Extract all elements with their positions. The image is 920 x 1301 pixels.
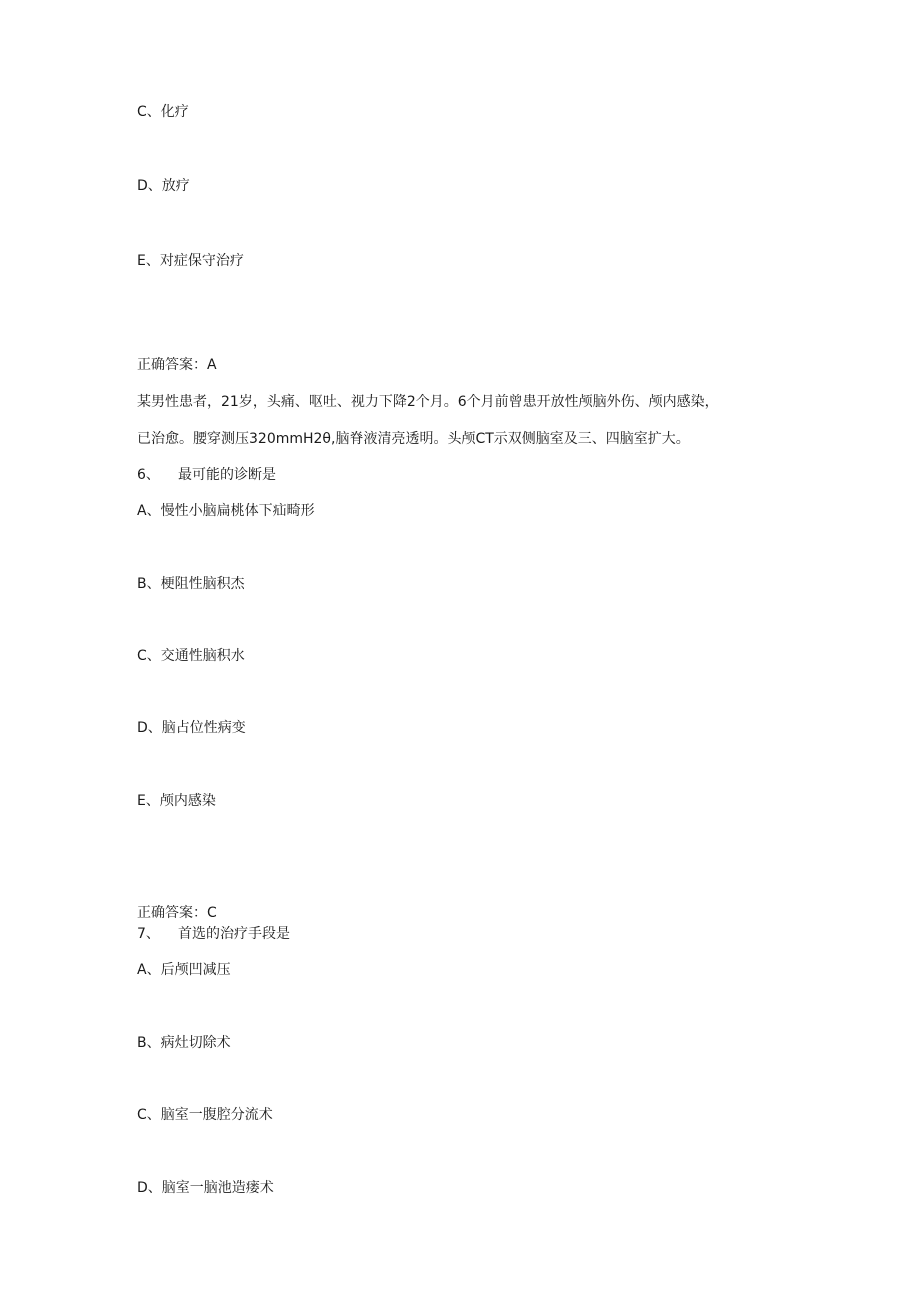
option-separator: 、 [146,648,161,664]
answer-q6: 正确答案：C [137,905,217,921]
question-6-stem [137,466,276,484]
option-e-prev [137,252,244,270]
option-letter: E [137,253,146,269]
q7-option-a [137,961,231,979]
option-letter: D [137,1180,148,1196]
q6-option-b [137,575,245,593]
question-7-stem [137,925,290,943]
case-text-line-2: 已治愈。腰穿测压320mmH2θ,脑脊液清亮透明。头颅CT示双侧脑室及三、四脑室扩大。 [137,431,690,447]
question-number: 7、 [137,926,160,942]
question-text: 首选的治疗手段是 [178,926,290,942]
q6-option-c [137,647,245,665]
option-letter: C [137,104,147,120]
option-letter: D [137,720,148,736]
option-separator: 、 [146,962,161,978]
case-text-line-1: 某男性患者，21岁，头痛、呕吐、视力下降2个月。6个月前曾患开放性颅脑外伤、颅内感染， [137,394,719,410]
option-separator: 、 [146,503,161,519]
option-separator: 、 [145,793,160,809]
option-separator: 、 [146,1107,161,1123]
option-separator: 、 [147,720,162,736]
option-letter: B [137,1035,147,1051]
option-c-prev [137,103,189,121]
q7-option-d [137,1179,274,1197]
option-text: 颅内感染 [159,793,216,809]
option-text: 脑室一脑池造瘘术 [161,1180,274,1196]
question-number: 6、 [137,467,160,483]
q7-option-b [137,1034,231,1052]
option-separator: 、 [146,104,161,120]
option-letter: C [137,1107,147,1123]
option-separator: 、 [146,1035,161,1051]
option-text: 脑占位性病变 [161,720,246,736]
option-text: 化疗 [160,104,189,120]
option-separator: 、 [147,178,162,194]
option-letter: A [137,962,147,978]
option-separator: 、 [145,253,160,269]
option-letter: C [137,648,147,664]
option-text: 交通性脑积水 [160,648,245,664]
option-letter: E [137,793,146,809]
option-text: 对症保守治疗 [159,253,244,269]
option-text: 慢性小脑扁桃体下疝畸形 [160,503,315,519]
option-separator: 、 [147,1180,162,1196]
option-d-prev [137,177,190,195]
option-text: 梗阻性脑积杰 [160,576,245,592]
option-separator: 、 [146,576,161,592]
option-letter: B [137,576,147,592]
option-letter: A [137,503,147,519]
q6-option-a [137,502,315,520]
option-text: 后颅凹减压 [160,962,231,978]
q6-option-e [137,792,216,810]
q7-option-c [137,1106,273,1124]
question-text: 最可能的诊断是 [178,467,276,483]
option-letter: D [137,178,148,194]
q6-option-d [137,719,246,737]
option-text: 放疗 [161,178,190,194]
answer-prev: 正确答案：A [137,357,217,373]
option-text: 脑室一腹腔分流术 [160,1107,273,1123]
option-text: 病灶切除术 [160,1035,231,1051]
